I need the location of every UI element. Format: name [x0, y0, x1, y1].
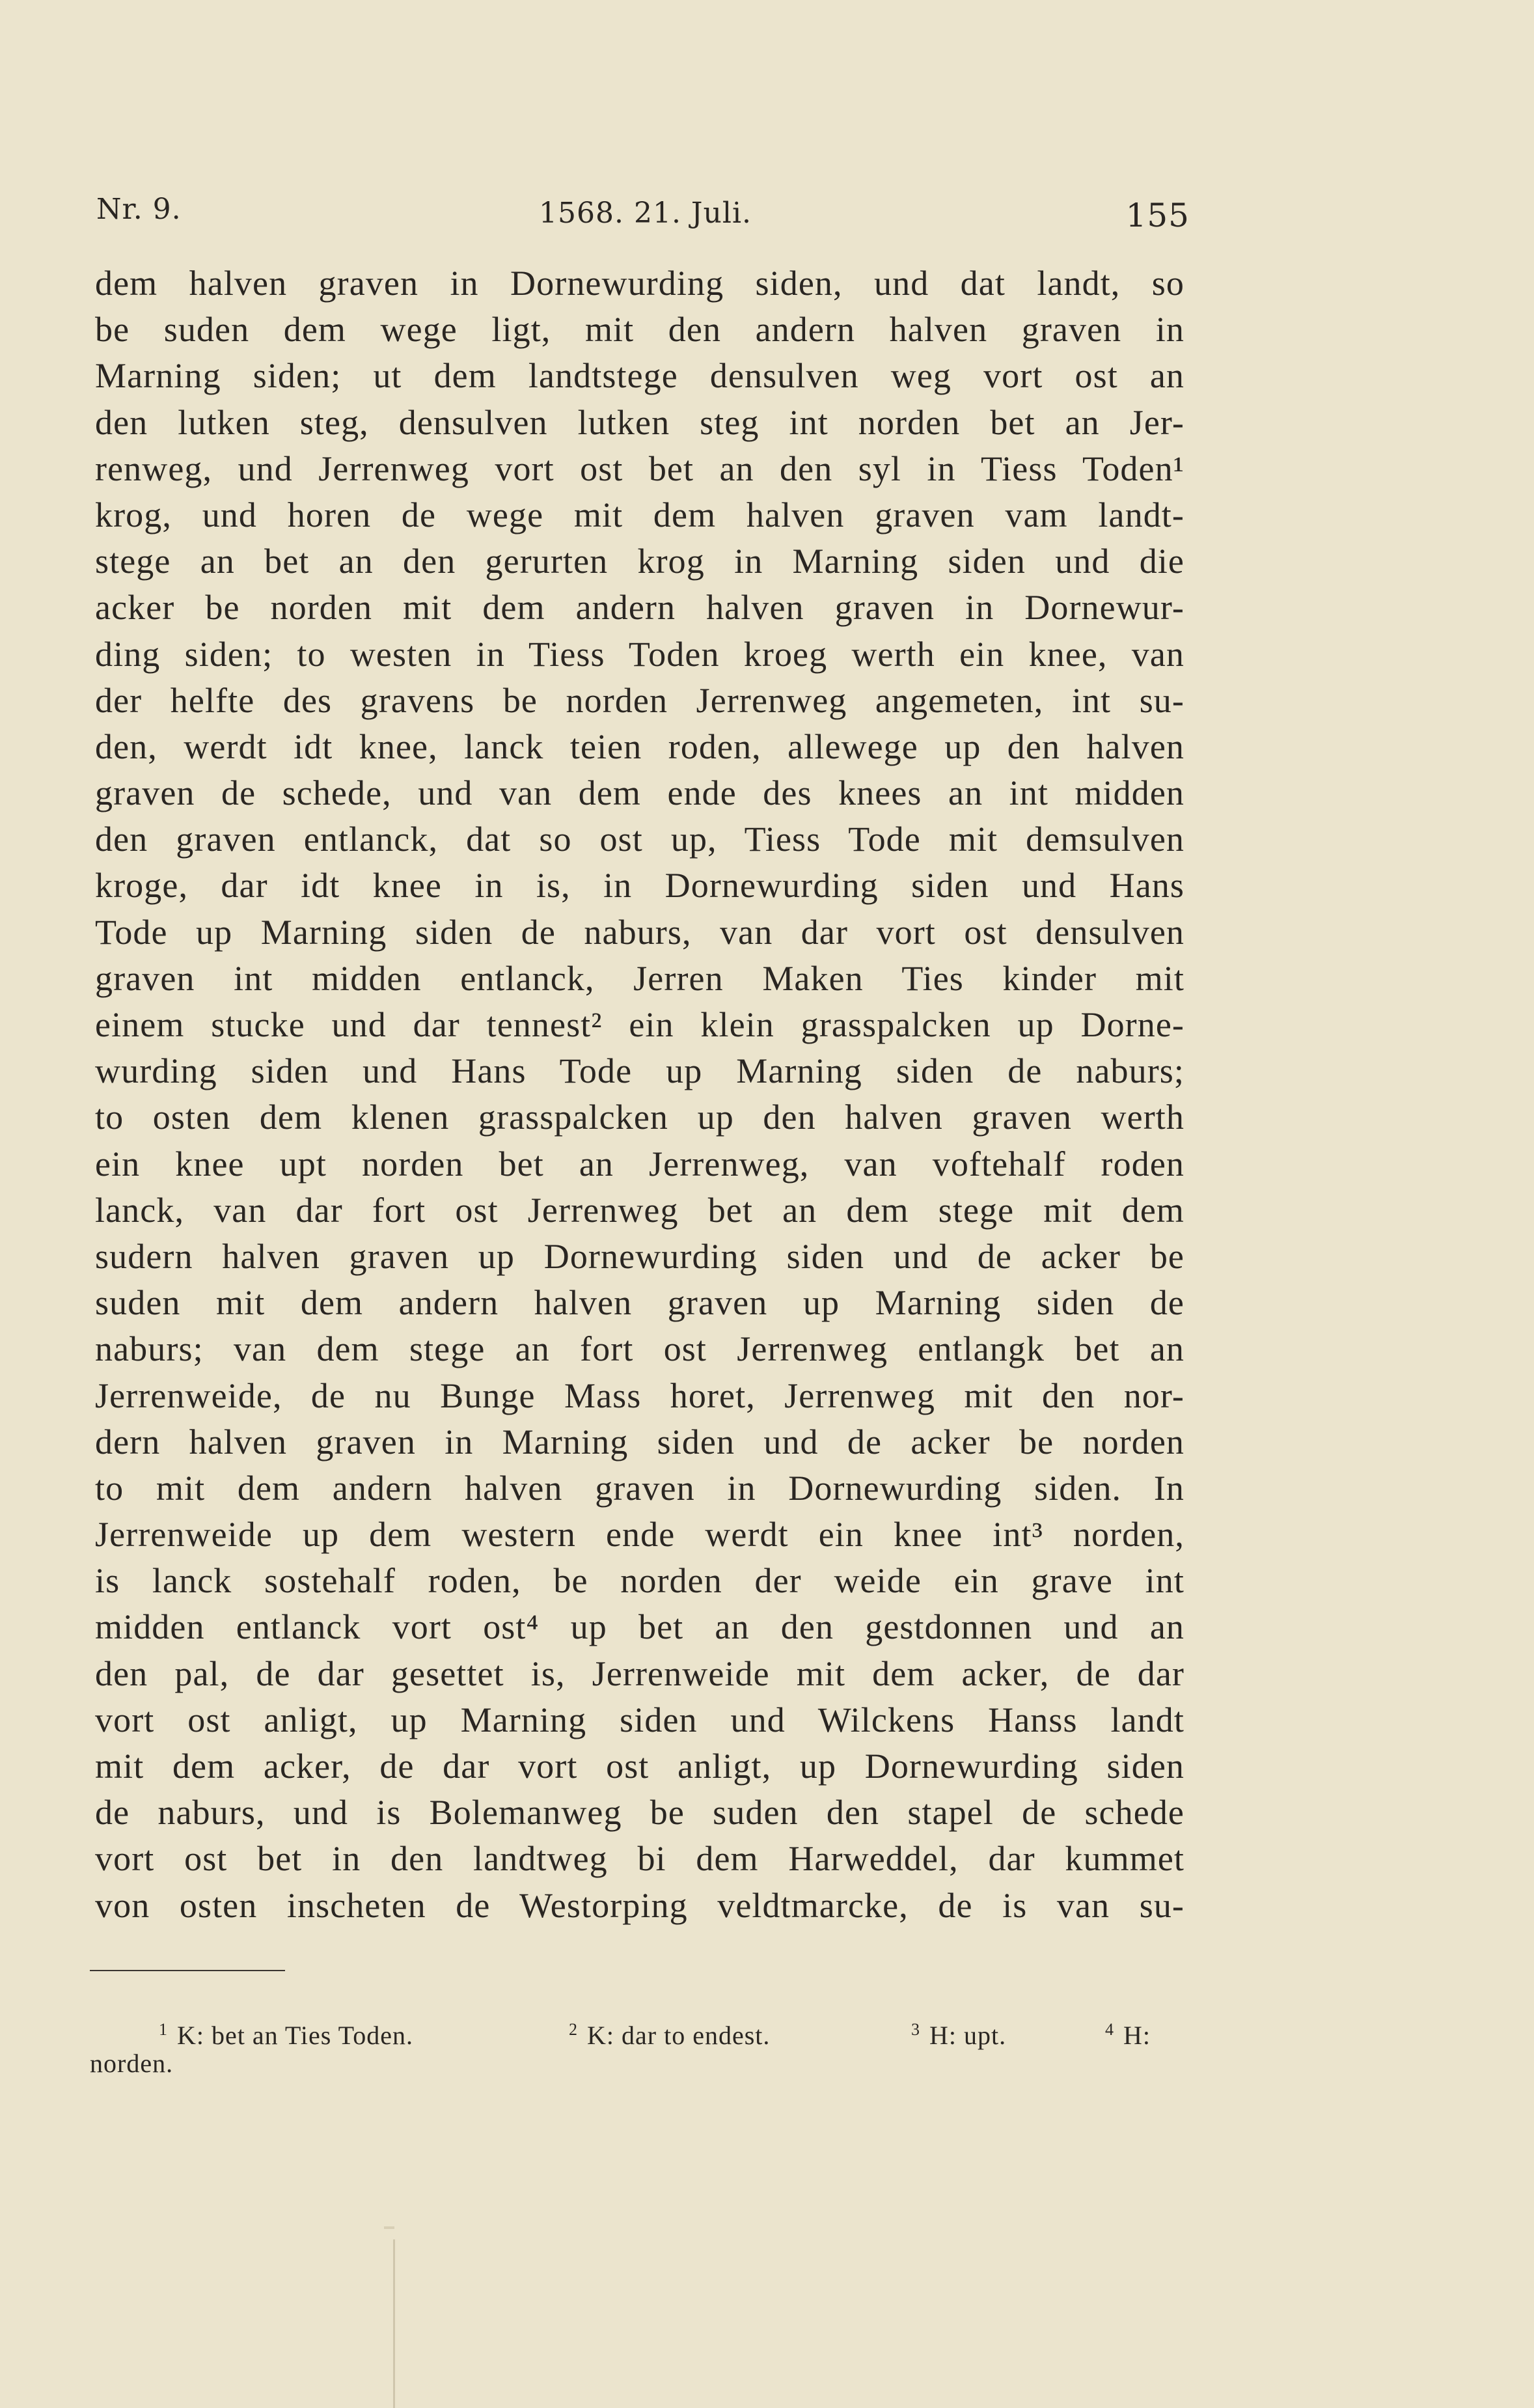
- footnote-2: [569, 2013, 770, 2053]
- text-line: vort ost bet in den landtweg bi dem Harweddel, dar kummet: [95, 1839, 1185, 1879]
- footnote-4: [1105, 2013, 1151, 2053]
- page-edge-mark: [384, 2226, 394, 2229]
- text-line: wurding siden und Hans Tode up Marning siden de naburs;: [95, 1051, 1185, 1091]
- text-line: sudern halven graven up Dornewurding siden und de acker be: [95, 1236, 1185, 1276]
- text-line: Jerrenweide up dem western ende werdt ein knee int³ norden,: [95, 1515, 1185, 1555]
- text-line: den lutken steg, densulven lutken steg int norden bet an Jer-: [95, 402, 1185, 442]
- text-line: to mit dem andern halven graven in Dornewurding siden. In: [95, 1468, 1185, 1508]
- page-number: 155: [1125, 197, 1190, 234]
- text-line: vort ost anligt, up Marning siden und Wilckens Hanss landt: [95, 1700, 1185, 1739]
- text-line: der helfte des gravens be norden Jerrenweg angemeten, int su-: [95, 680, 1185, 720]
- text-line: kroge, dar idt knee in is, in Dornewurding siden und Hans: [95, 866, 1185, 906]
- text-line: graven de schede, und van dem ende des knees an int midden: [95, 773, 1185, 813]
- footnote-marker: 3: [911, 2020, 920, 2039]
- footnote-marker: 2: [569, 2020, 578, 2039]
- text-line: den pal, de dar gesettet is, Jerrenweide mit dem acker, de dar: [95, 1654, 1185, 1693]
- text-line: is lanck sostehalf roden, be norden der weide ein grave int: [95, 1561, 1185, 1601]
- text-line: ding siden; to westen in Tiess Toden kroeg werth ein knee, van: [95, 634, 1185, 674]
- text-line: dem halven graven in Dornewurding siden, und dat landt, so: [95, 264, 1185, 303]
- text-line: dern halven graven in Marning siden und de acker be norden: [95, 1422, 1185, 1461]
- footnote-divider: [90, 1970, 285, 1971]
- text-line: Marning siden; ut dem landtstege densulven weg vort ost an: [95, 356, 1185, 396]
- footnote-text: H:: [1123, 2021, 1151, 2050]
- page-edge-mark: [393, 2239, 395, 2408]
- footnote-marker: 4: [1105, 2020, 1114, 2039]
- text-line: mit dem acker, de dar vort ost anligt, up Dornewurding siden: [95, 1747, 1185, 1786]
- text-line: einem stucke und dar tennest² ein klein grasspalcken up Dorne-: [95, 1005, 1185, 1044]
- text-line: acker be norden mit dem andern halven graven in Dornewur-: [95, 588, 1185, 628]
- footnote-row: [90, 2013, 1183, 2050]
- text-line: lanck, van dar fort ost Jerrenweg bet an dem stege mit dem: [95, 1190, 1185, 1230]
- text-line: be suden dem wege ligt, mit den andern halven graven in: [95, 310, 1185, 350]
- footnote-marker: 1: [159, 2020, 168, 2039]
- running-header: [96, 193, 1190, 232]
- text-line: den, werdt idt knee, lanck teien roden, allewege up den halven: [95, 727, 1185, 766]
- text-line: Jerrenweide, de nu Bunge Mass horet, Jerrenweg mit den nor-: [95, 1376, 1185, 1415]
- text-line: von osten inscheten de Westorping veldtmarcke, de is van su-: [95, 1885, 1185, 1925]
- text-line: to osten dem klenen grasspalcken up den halven graven werth: [95, 1098, 1185, 1137]
- footnote-continuation: norden.: [90, 2049, 174, 2078]
- footnote-text: K: dar to endest.: [587, 2021, 771, 2050]
- document-date: 1568. 21. Juli.: [539, 197, 752, 230]
- footnote-text: K: bet an Ties Toden.: [177, 2021, 414, 2050]
- text-line: suden mit dem andern halven graven up Marning siden de: [95, 1283, 1185, 1323]
- text-line: midden entlanck vort ost⁴ up bet an den gestdonnen und an: [95, 1607, 1185, 1647]
- document-number: Nr. 9.: [96, 193, 182, 226]
- text-line: naburs; van dem stege an fort ost Jerrenweg entlangk bet an: [95, 1329, 1185, 1369]
- main-text: [95, 260, 1185, 1929]
- text-line: Tode up Marning siden de naburs, van dar vort ost densulven: [95, 912, 1185, 952]
- text-line: de naburs, und is Bolemanweg be suden den stapel de schede: [95, 1793, 1185, 1833]
- text-line: renweg, und Jerrenweg vort ost bet an den syl in Tiess Toden¹: [95, 449, 1185, 488]
- footnotes: [90, 2013, 1183, 2081]
- footnote-1: [159, 2013, 413, 2053]
- footnote-text: H: upt.: [929, 2021, 1007, 2050]
- text-line: stege an bet an den gerurten krog in Marning siden und die: [95, 542, 1185, 581]
- text-line: graven int midden entlanck, Jerren Maken Ties kinder mit: [95, 958, 1185, 998]
- text-line: den graven entlanck, dat so ost up, Tiess Tode mit demsulven: [95, 820, 1185, 859]
- text-line: krog, und horen de wege mit dem halven graven vam landt-: [95, 495, 1185, 534]
- text-line: ein knee upt norden bet an Jerrenweg, van voftehalf roden: [95, 1144, 1185, 1183]
- footnote-3: [911, 2013, 1006, 2053]
